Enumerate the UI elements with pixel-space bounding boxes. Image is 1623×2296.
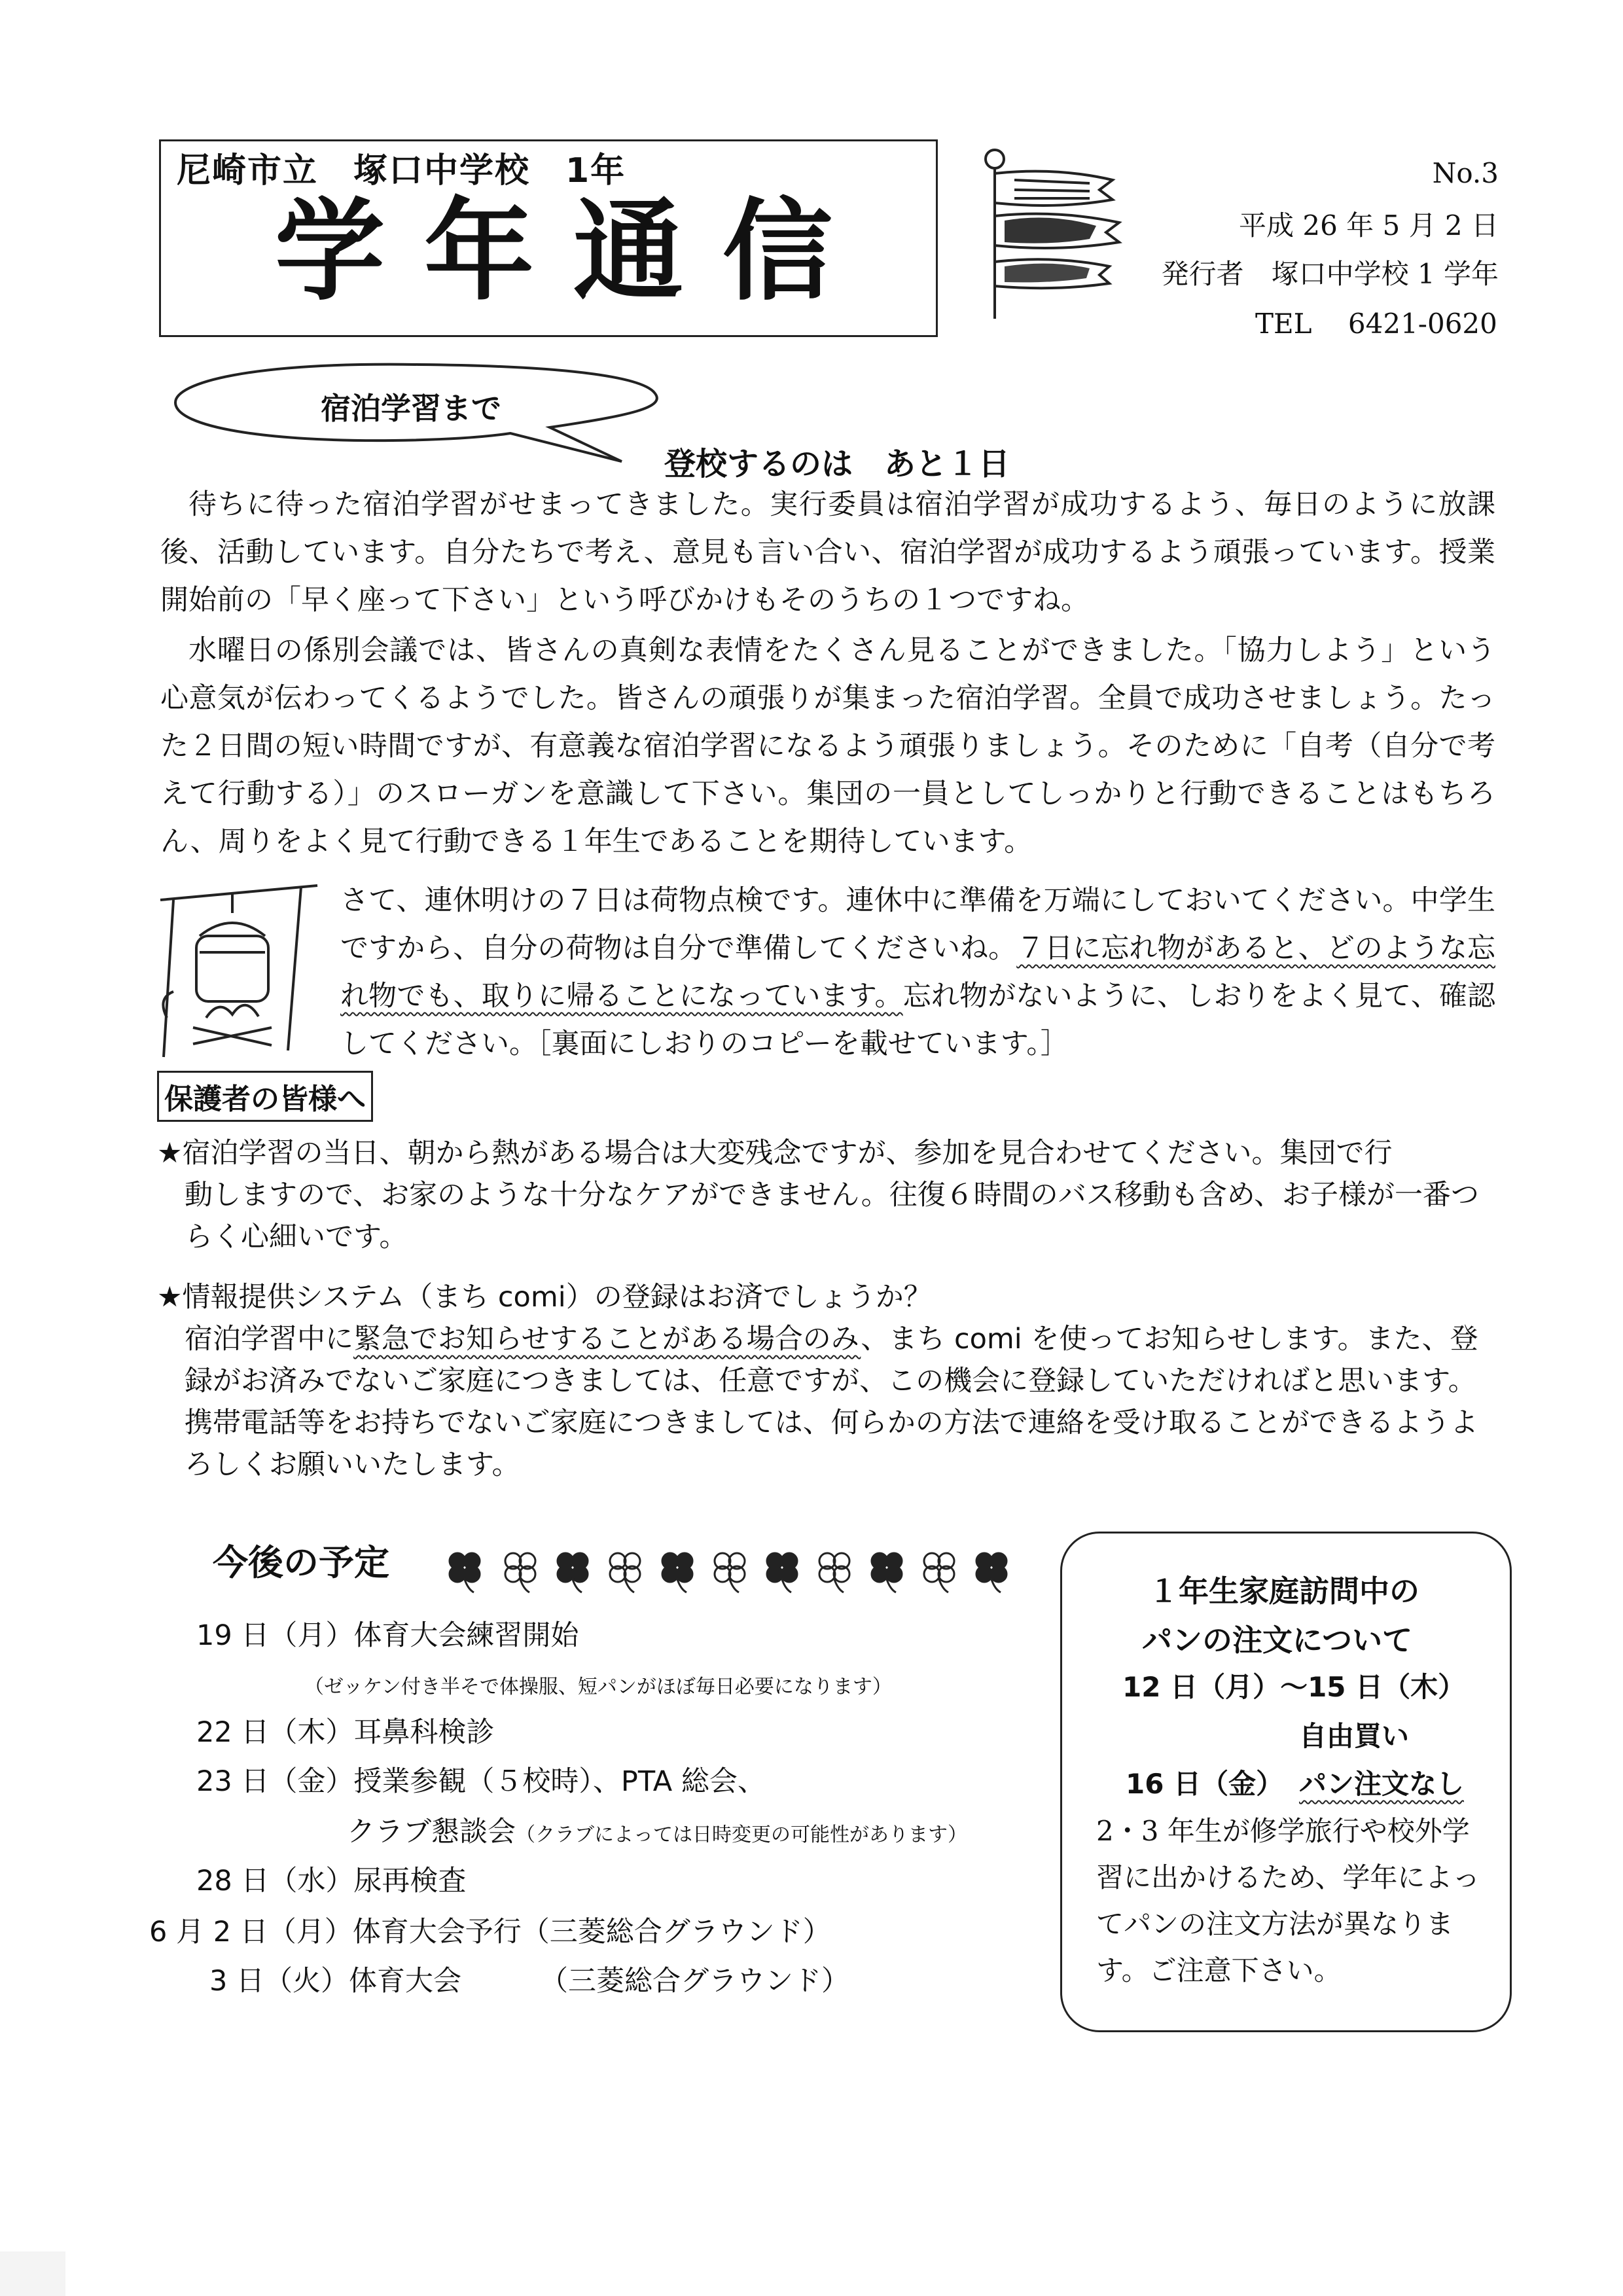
notice-fever [157,1132,1499,1258]
bread-period: 12 日（月）～15 日（木） [1122,1671,1466,1703]
schedule-heading: 今後の予定 [213,1542,389,1583]
bread-free-purchase: 自由買い [1299,1720,1410,1752]
schedule-note: （クラブによっては日時変更の可能性があります） [516,1823,967,1846]
bread-no-order: パン注文なし [1299,1768,1465,1800]
notice-machi-comi-pre: 宿泊学習中に [185,1323,353,1355]
notice-machi-comi-underlined: 緊急でお知らせすることがある場合のみ [353,1323,861,1355]
notice-machi-comi [157,1276,1499,1486]
schedule-date: 6 月 2 日（月） [149,1916,353,1948]
countdown-text: 登校するのは あと１日 [664,446,1010,482]
schedule-note: （ゼッケン付き半そで体操服、短パンがほぼ毎日必要になります） [304,1676,892,1698]
schedule-item [196,1710,494,1750]
paragraph-3-underlined: ７日に忘れ物があると、どのような忘れ物でも、取りに帰ることになっています。 [340,932,1496,1013]
notice-machi-comi-post: 、まち comi を使ってお知らせします。また、登録がお済みでないご家庭につきましては、任意ですが、この機会に登録していただければと思います。携帯電話等をお持ちでないご家庭につきましては、何らかの方法で連絡を受け取ることができるようよろしくお願いいたします。 [185,1323,1478,1481]
telephone: TEL 6421-0620 [1255,308,1497,340]
schedule-item [196,1859,466,1899]
paragraph-3 [340,877,1495,1068]
paragraph-3-text-b: 忘れ物がないように、しおりをよく見て、確認してください。［裏面にしおりのコピーを載せています。］ [340,980,1496,1060]
schedule-place: （三菱総合グラウンド） [540,1965,850,1998]
notice-fever-head: ★宿泊学習の当日、朝から熱がある場合は大変残念ですが、参加を見合わせてください。集団で行 [157,1137,1393,1170]
notice-machi-comi-body [157,1318,1499,1486]
schedule-item-continued [347,1810,967,1850]
bread-title-line1: １年生家庭訪問中の [1149,1573,1419,1609]
campfire-pot-icon [154,874,324,1064]
schedule-item [196,1613,579,1653]
notice-machi-comi-head: ★情報提供システム（まち comi）の登録はお済でしょうか？ [157,1281,932,1314]
schedule-event: クラブ懇談会 [347,1816,516,1848]
schedule-date: 22 日（木） [196,1716,354,1749]
schedule-date: 28 日（水） [196,1865,354,1897]
schedule-event: 体育大会練習開始 [353,1619,579,1652]
schedule-event: 体育大会 [349,1965,462,1998]
notice-fever-body: 動しますので、お家のような十分なケアができません。往復６時間のバス移動も含め、お子様が一番つらく心細いです。 [185,1179,1479,1253]
paragraph-3-text-a: さて、連休明けの７日は荷物点検です。連休中に準備を万端にしておいてください。中学生ですから、自分の荷物は自分で準備してくださいね。 [340,884,1495,965]
schedule-date: 3 日（火） [209,1965,349,1998]
bubble-label: 宿泊学習まで [321,391,501,426]
paragraph-1: 待ちに待った宿泊学習がせまってきました。実行委員は宿泊学習が成功するよう、毎日のように放課後、活動しています。自分たちで考え、意見も言い合い、宿泊学習が成功するよう頑張っています。授業開始前の「早く座って下さい」という呼びかけもそのうちの１つですね。 [160,488,1495,617]
issue-date: 平成 26 年 5 月 2 日 [1239,209,1499,242]
carp-streamer-icon [978,147,1135,324]
bread-body: 2・3 年生が修学旅行や校外学習に出かけるため、学年によってパンの注文方法が異なります。ご注意下さい。 [1096,1815,1480,1986]
publisher: 発行者 塚口中学校 1 学年 [1161,258,1499,290]
paragraph-2: 水曜日の係別会議では、皆さんの真剣な表情をたくさん見ることができました。「協力しよう」という心意気が伝わってくるようでした。皆さんの頑張りが集まった宿泊学習。全員で成功させましょう。たった２日間の短い時間ですが、有意義な宿泊学習になるよう頑張りましょう。そのために「自考（自分で考えて行動する）」のスローガンを意識して下さい。集団の一員としてしっかりと行動できることはもちろん、周りをよく見て行動できる１年生であることを期待しています。 [160,634,1495,858]
schedule-event: 体育大会予行（三菱総合グラウンド） [352,1916,831,1948]
newsletter-title: 学年通信 [275,187,872,315]
issue-number: No.3 [1432,157,1499,189]
schedule-event: 尿再検査 [353,1865,467,1897]
schedule-event: 授業参観（５校時）、PTA 総会、 [353,1765,766,1798]
bread-day16: 16 日（金） [1126,1768,1284,1800]
schedule-item [149,1910,831,1950]
bread-title-line2: パンの注文について [1142,1623,1413,1658]
page-edge [0,2251,65,2296]
schedule-date: 19 日（月） [196,1619,354,1652]
schedule-item [209,1959,849,1999]
schedule-date: 23 日（金） [196,1765,354,1798]
school-name: 尼崎市立 塚口中学校 1年 [177,151,626,190]
schedule-event: 耳鼻科検診 [353,1716,495,1749]
schedule-item [196,1759,766,1799]
clover-decoration-icon [438,1541,1041,1600]
guardians-heading: 保護者の皆様へ [157,1071,373,1122]
